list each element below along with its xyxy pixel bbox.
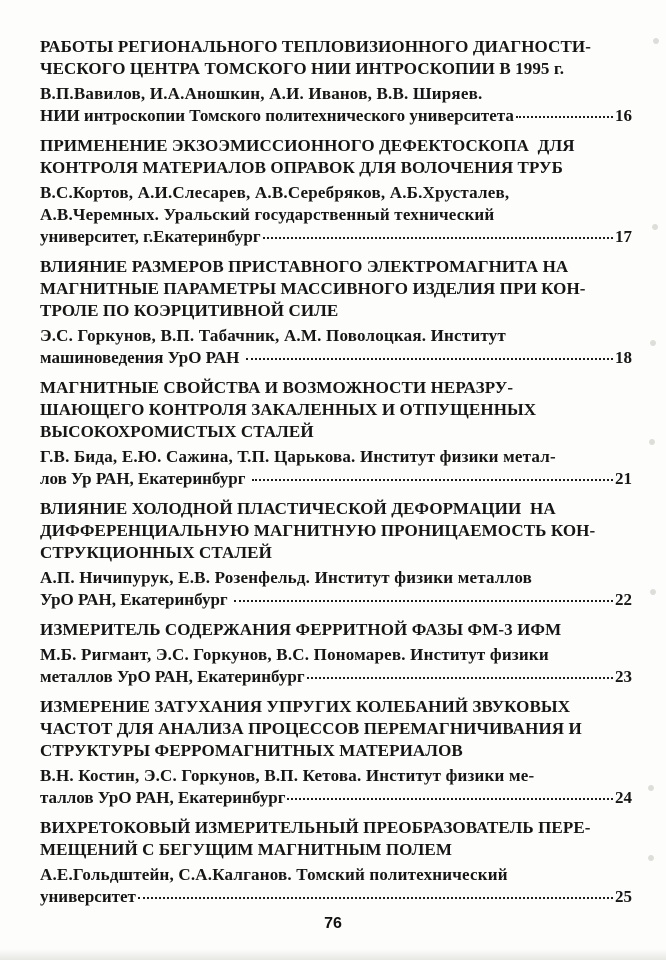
entry-leader-text: машиноведения УрО РАН [40,348,244,367]
entry-title-line: ЧАСТОТ ДЛЯ АНАЛИЗА ПРОЦЕССОВ ПЕРЕМАГНИЧИВАНИЯ И [40,719,582,738]
entry-title-line: ТРОЛЕ ПО КОЭРЦИТИВНОЙ СИЛЕ [40,301,339,320]
entry-title-line: ВЫСОКОХРОМИСТЫХ СТАЛЕЙ [40,422,314,441]
entry-title-line: ВИХРЕТОКОВЫЙ ИЗМЕРИТЕЛЬНЫЙ ПРЕОБРАЗОВАТЕЛЬ ПЕРЕ- [40,818,591,837]
entry-page-number: 18 [615,348,632,367]
entry-title-line: КОНТРОЛЯ МАТЕРИАЛОВ ОПРАВОК ДЛЯ ВОЛОЧЕНИЯ ТРУБ [40,158,563,177]
entry-authors [40,83,632,127]
entry-authors [40,864,632,908]
toc-entry [40,256,632,369]
scan-speck [650,589,656,595]
entry-title [40,377,632,443]
entry-title [40,135,632,179]
entry-title-line: СТРУКЦИОННЫХ СТАЛЕЙ [40,543,272,562]
entry-author-line: Г.В. Бида, Е.Ю. Сажина, Т.П. Царькова. Институт физики метал- [40,447,556,466]
entry-title-line: ДИФФЕРЕНЦИАЛЬНУЮ МАГНИТНУЮ ПРОНИЦАЕМОСТЬ КОН- [40,521,596,540]
entry-authors [40,644,632,688]
scan-speck [653,38,659,44]
entry-leader-row [40,787,632,809]
entry-author-line: А.Е.Гольдштейн, С.А.Калганов. Томский политехнический [40,865,508,884]
entry-title-line: ЧЕСКОГО ЦЕНТРА ТОМСКОГО НИИ ИНТРОСКОПИИ В 1995 г. [40,59,565,78]
entry-page-number: 25 [615,887,632,906]
entry-leader-row [40,226,632,248]
scan-speck [649,439,655,445]
entry-page-number: 23 [615,667,632,686]
entry-author-line: Э.С. Горкунов, В.П. Табачник, А.М. Поволоцкая. Институт [40,326,506,345]
toc-entry [40,135,632,248]
entry-title-line: РАБОТЫ РЕГИОНАЛЬНОГО ТЕПЛОВИЗИОННОГО ДИАГНОСТИ- [40,37,591,56]
entry-author-line: В.Н. Костин, Э.С. Горкунов, В.П. Кетова. Институт физики ме- [40,766,535,785]
toc-entry [40,817,632,908]
entry-leader-text: таллов УрО РАН, Екатеринбург [40,788,286,807]
toc-entry [40,498,632,611]
scan-shadow [0,949,666,960]
entry-leader-row [40,105,632,127]
entry-leader-text: НИИ интроскопии Томского политехнического университета [40,106,514,125]
entry-title-line: МЕЩЕНИЙ С БЕГУЩИМ МАГНИТНЫМ ПОЛЕМ [40,840,452,859]
scan-speck [650,340,656,346]
entry-page-number: 22 [615,590,632,609]
toc-entry [40,696,632,809]
entry-title-line: ПРИМЕНЕНИЕ ЭКЗОЭМИССИОННОГО ДЕФЕКТОСКОПА ДЛЯ [40,136,575,155]
entry-authors [40,567,632,611]
entry-title-line: МАГНИТНЫЕ СВОЙСТВА И ВОЗМОЖНОСТИ НЕРАЗРУ- [40,378,514,397]
entry-author-line: М.Б. Ригмант, Э.С. Горкунов, В.С. Пономарев. Институт физики [40,645,549,664]
entry-title [40,696,632,762]
entry-title [40,619,632,641]
entry-authors [40,182,632,248]
entry-title [40,817,632,861]
entry-page-number: 24 [615,788,632,807]
entry-leader-row [40,347,632,369]
entry-title [40,256,632,322]
entry-author-line: А.П. Ничипурук, Е.В. Розенфельд. Институт физики металлов [40,568,532,587]
entry-authors [40,765,632,809]
entry-leader-row [40,886,632,908]
toc-list [40,36,632,916]
entry-authors [40,446,632,490]
entry-leader-text: лов Ур РАН, Екатеринбург [40,469,250,488]
entry-page-number: 17 [615,227,632,246]
entry-title-line: ШАЮЩЕГО КОНТРОЛЯ ЗАКАЛЕННЫХ И ОТПУЩЕННЫХ [40,400,537,419]
entry-leader-text: университет, г.Екатеринбург [40,227,261,246]
entry-leader-text: УрО РАН, Екатеринбург [40,590,232,609]
entry-leader-row [40,468,632,490]
entry-author-line: В.П.Вавилов, И.А.Аношкин, А.И. Иванов, В.В. Ширяев. [40,84,483,103]
entry-leader-text: университет [40,887,136,906]
scan-speck [648,785,654,791]
scan-speck [652,224,658,230]
entry-title-line: ВЛИЯНИЕ ХОЛОДНОЙ ПЛАСТИЧЕСКОЙ ДЕФОРМАЦИИ НА [40,499,556,518]
entry-title-line: ИЗМЕРИТЕЛЬ СОДЕРЖАНИЯ ФЕРРИТНОЙ ФАЗЫ ФМ-3 ИФМ [40,620,562,639]
entry-author-line: А.В.Черемных. Уральский государственный технический [40,205,495,224]
toc-entry [40,36,632,127]
entry-author-line: В.С.Кортов, А.И.Слесарев, А.В.Серебряков, А.Б.Хрусталев, [40,183,510,202]
footer-page-number: 76 [324,915,342,932]
entry-leader-row [40,666,632,688]
entry-title-line: ВЛИЯНИЕ РАЗМЕРОВ ПРИСТАВНОГО ЭЛЕКТРОМАГНИТА НА [40,257,569,276]
entry-leader-text: металлов УрО РАН, Екатеринбург [40,667,305,686]
entry-page-number: 21 [615,469,632,488]
entry-authors [40,325,632,369]
entry-title-line: ИЗМЕРЕНИЕ ЗАТУХАНИЯ УПРУГИХ КОЛЕБАНИЙ ЗВУКОВЫХ [40,697,571,716]
entry-leader-row [40,589,632,611]
entry-title-line: МАГНИТНЫЕ ПАРАМЕТРЫ МАССИВНОГО ИЗДЕЛИЯ ПРИ КОН- [40,279,586,298]
entry-title [40,498,632,564]
toc-entry [40,377,632,490]
entry-page-number: 16 [615,106,632,125]
toc-entry [40,619,632,688]
entry-title [40,36,632,80]
scan-speck [648,855,654,861]
entry-title-line: СТРУКТУРЫ ФЕРРОМАГНИТНЫХ МАТЕРИАЛОВ [40,741,463,760]
